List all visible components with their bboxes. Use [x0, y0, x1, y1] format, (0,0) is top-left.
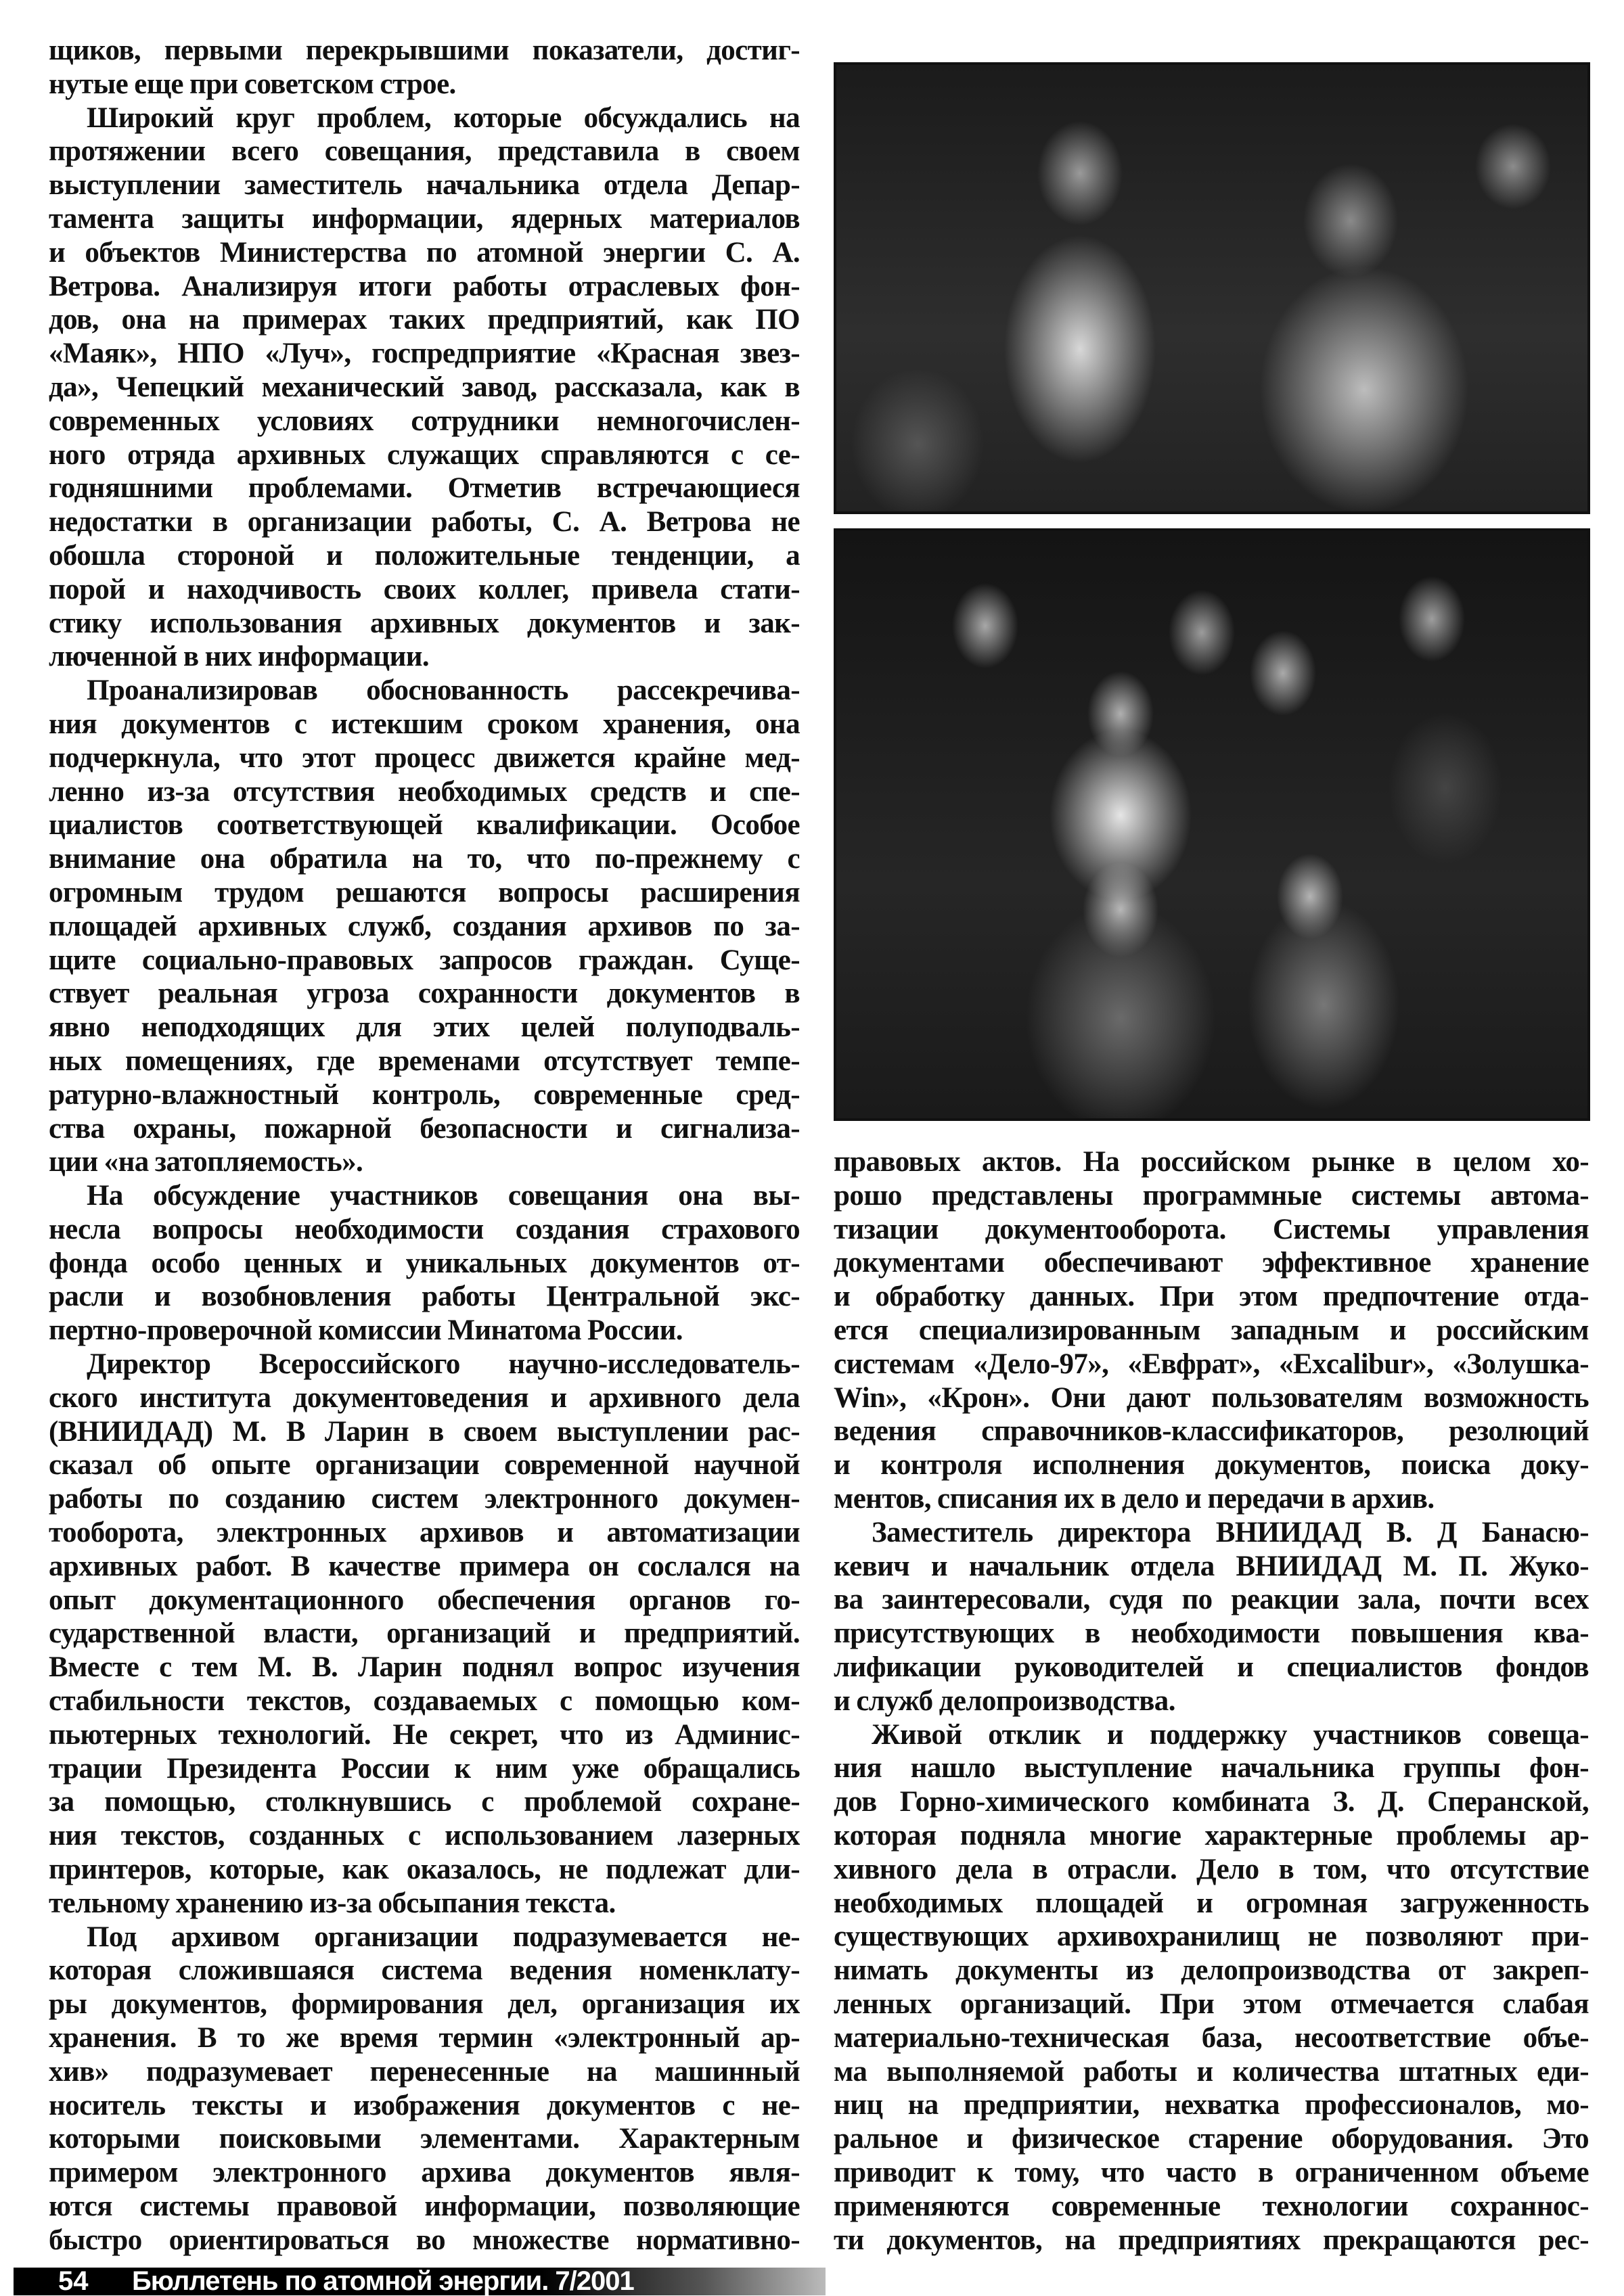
text-line: Директор Всероссийского научно-исследователь-	[87, 1348, 800, 1381]
text-line: Широкий круг проблем, которые обсуждались на	[87, 101, 800, 134]
text-line: «Маяк», НПО «Луч», госпредприятие «Красная звез-	[49, 338, 800, 370]
text-line: работы по созданию систем электронного докумен-	[49, 1483, 800, 1515]
text-line: ния нашло выступление начальника группы фон-	[834, 1752, 1589, 1785]
text-line: и служб делопроизводства.	[834, 1684, 1175, 1717]
text-line: носитель тексты и изображения документов с не-	[49, 2089, 800, 2121]
text-line: циалистов соответствующей квалификации. Особое	[49, 809, 800, 842]
text-line: системам «Дело-97», «Евфрат», «Excalibur», «Золушка-	[834, 1348, 1589, 1380]
text-line: люченной в них информации.	[49, 641, 430, 673]
text-line: ленно из-за отсутствия необходимых средств и спе-	[49, 775, 800, 808]
text-line: дов, она на примерах таких предприятий, как ПО	[49, 304, 800, 336]
text-line: за помощью, столкнувшись с проблемой сохране-	[49, 1786, 800, 1818]
text-line: хив» подразумевает перенесенные на машинный	[49, 2055, 800, 2088]
page-footer	[14, 2268, 826, 2295]
text-line: тизации документооборота. Системы управления	[834, 1213, 1589, 1245]
text-line: ского института документоведения и архивного дела	[49, 1381, 800, 1414]
text-line: На обсуждение участников совещания она вы-	[87, 1180, 800, 1212]
text-line: и контроля исполнения документов, поиска доку-	[834, 1449, 1589, 1482]
journal-title: Бюллетень по атомной энергии. 7/2001	[132, 2266, 634, 2296]
text-line: годняшними проблемами. Отметив встречающиеся	[49, 472, 800, 505]
left-text-column	[49, 34, 800, 2257]
text-line: ленных организаций. При этом отмечается слабая	[834, 1988, 1589, 2020]
text-line: пьютерных технологий. Не секрет, что из Админис-	[49, 1718, 800, 1751]
text-line: сударственной власти, организаций и предприятий.	[49, 1617, 800, 1650]
text-line: порой и находчивость своих коллег, привела стати-	[49, 573, 800, 605]
text-line: протяжении всего совещания, представила в своем	[49, 135, 800, 168]
text-line: тамента защиты информации, ядерных материалов	[49, 202, 800, 235]
text-line: ния текстов, созданных с использованием лазерных	[49, 1820, 800, 1852]
text-line: и объектов Министерства по атомной энергии С. А.	[49, 236, 800, 269]
text-line: Ветрова. Анализируя итоги работы отраслевых фон-	[49, 270, 800, 302]
text-line: расли и возобновления работы Центральной экс-	[49, 1281, 800, 1313]
text-line: ва заинтересовали, судя по реакции зала, почти всех	[834, 1584, 1589, 1616]
text-line: Живой отклик и поддержку участников совеща-	[872, 1718, 1589, 1751]
text-line: присутствующих в необходимости повышения ква-	[834, 1617, 1589, 1650]
text-line: ного отряда архивных служащих справляются с се-	[49, 438, 800, 471]
text-line: архивных работ. В качестве примера он сослался на	[49, 1550, 800, 1582]
text-line: рошо представлены программные системы автома-	[834, 1179, 1589, 1212]
right-text-column	[834, 1145, 1589, 2257]
text-line: ется специализированным западным и российским	[834, 1314, 1589, 1346]
text-line: ния документов с истекшим сроком хранения, она	[49, 708, 800, 740]
text-line: несла вопросы необходимости создания страхового	[49, 1213, 800, 1245]
text-line: современных условиях сотрудники немногочислен-	[49, 405, 800, 437]
text-line: и обработку данных. При этом предпочтение отда-	[834, 1281, 1589, 1313]
text-line: ных помещениях, где временами отсутствует темпе-	[49, 1044, 800, 1077]
text-line: Win», «Крон». Они дают пользователям возможность	[834, 1381, 1589, 1414]
text-line: хивного дела в отрасли. Дело в том, что отсутствие	[834, 1853, 1589, 1885]
text-line: правовых актов. На российском рынке в целом хо-	[834, 1146, 1589, 1178]
text-line: принтеров, которые, как оказалось, не подлежат дли-	[49, 1854, 800, 1886]
text-line: необходимых площадей и огромная загруженность	[834, 1887, 1589, 1919]
text-line: Под архивом организации подразумевается не-	[87, 1921, 800, 1953]
text-line: которая подняла многие характерные проблемы ар-	[834, 1819, 1589, 1852]
text-line: лификации руководителей и специалистов фондов	[834, 1651, 1589, 1683]
text-line: ведения справочников-классификаторов, резолюций	[834, 1415, 1589, 1448]
text-line: ма выполняемой работы и количества штатных еди-	[834, 2055, 1589, 2088]
text-line: приводит к тому, что часто в ограниченном объеме	[834, 2156, 1589, 2188]
text-line: обошла стороной и положительные тенденции, а	[49, 539, 800, 572]
text-line: ства охраны, пожарной безопасности и сигнализа-	[49, 1112, 800, 1145]
text-line: Вместе с тем М. В. Ларин поднял вопрос изучения	[49, 1651, 800, 1684]
text-line: явно неподходящих для этих целей полуподваль-	[49, 1011, 800, 1044]
text-line: подчеркнула, что этот процесс движется крайне мед-	[49, 741, 800, 774]
text-line: ниц на предприятии, нехватка профессионалов, мо-	[834, 2089, 1589, 2121]
text-line: ральное и физическое старение оборудования. Это	[834, 2123, 1589, 2155]
text-line: ти документов, на предприятиях прекращаются рес-	[834, 2224, 1589, 2256]
text-line: хранения. В то же время термин «электронный ар-	[49, 2022, 800, 2054]
text-line: Заместитель директора ВНИИДАД В. Д Банасю-	[872, 1516, 1589, 1548]
photo-audience	[834, 62, 1590, 514]
text-line: Проанализировав обоснованность рассекречива-	[87, 674, 800, 707]
text-line: ции «на затопляемость».	[49, 1146, 363, 1178]
text-line: огромным трудом решаются вопросы расширения	[49, 876, 800, 909]
text-line: ментов, списания их в дело и передачи в архив.	[834, 1482, 1435, 1515]
text-line: тооборота, электронных архивов и автоматизации	[49, 1517, 800, 1549]
text-line: быстро ориентироваться во множестве нормативно-	[49, 2224, 800, 2256]
text-line: дов Горно-химического комбината З. Д. Сперанской,	[834, 1786, 1589, 1818]
text-line: документами обеспечивают эффективное хранение	[834, 1247, 1589, 1279]
text-line: которыми поисковыми элементами. Характерным	[49, 2123, 800, 2155]
text-line: (ВНИИДАД) М. В Ларин в своем выступлении рас-	[49, 1415, 800, 1448]
text-line: выступлении заместитель начальника отдела Депар-	[49, 169, 800, 202]
text-line: сказал об опыте организации современной научной	[49, 1449, 800, 1482]
text-line: существующих архивохранилищ не позволяют при-	[834, 1921, 1589, 1953]
text-line: стабильности текстов, создаваемых с помощью ком-	[49, 1685, 800, 1718]
text-line: опыт документационного обеспечения органов го-	[49, 1584, 800, 1616]
text-line: фонда особо ценных и уникальных документов от-	[49, 1247, 800, 1279]
text-line: ры документов, формирования дел, организация их	[49, 1988, 800, 2021]
text-line: щите социально-правовых запросов граждан. Суще-	[49, 944, 800, 976]
text-line: стику использования архивных документов и зак-	[49, 607, 800, 639]
text-line: примером электронного архива документов явля-	[49, 2157, 800, 2189]
text-line: материально-техническая база, несоответствие объе-	[834, 2021, 1589, 2054]
text-line: тельному хранению из-за обсыпания текста.	[49, 1887, 616, 1919]
text-line: пертно-проверочной комиссии Минатома России.	[49, 1314, 683, 1347]
text-line: нутые еще при советском строе.	[49, 68, 456, 100]
text-line: кевич и начальник отдела ВНИИДАД М. П. Жуко-	[834, 1550, 1589, 1582]
photo-group-participants	[834, 528, 1590, 1121]
text-line: ратурно-влажностный контроль, современные сред-	[49, 1078, 800, 1111]
page-number: 54	[58, 2266, 89, 2296]
text-line: внимание она обратила на то, что по-прежнему с	[49, 843, 800, 875]
text-line: ствует реальная угроза сохранности документов в	[49, 978, 800, 1010]
text-line: да», Чепецкий механический завод, рассказала, как в	[49, 371, 800, 403]
text-line: трации Президента России к ним уже обращались	[49, 1752, 800, 1785]
text-line: недостатки в организации работы, С. А. Ветрова не	[49, 506, 800, 538]
text-line: применяются современные технологии сохраннос-	[834, 2190, 1589, 2222]
text-line: нимать документы из делопроизводства от закреп-	[834, 1954, 1589, 1987]
text-line: которая сложившаяся система ведения номенклату-	[49, 1954, 800, 1987]
text-line: щиков, первыми перекрывшими показатели, достиг-	[49, 35, 800, 66]
text-line: площадей архивных служб, создания архивов по за-	[49, 910, 800, 942]
text-line: ются системы правовой информации, позволяющие	[49, 2190, 800, 2222]
